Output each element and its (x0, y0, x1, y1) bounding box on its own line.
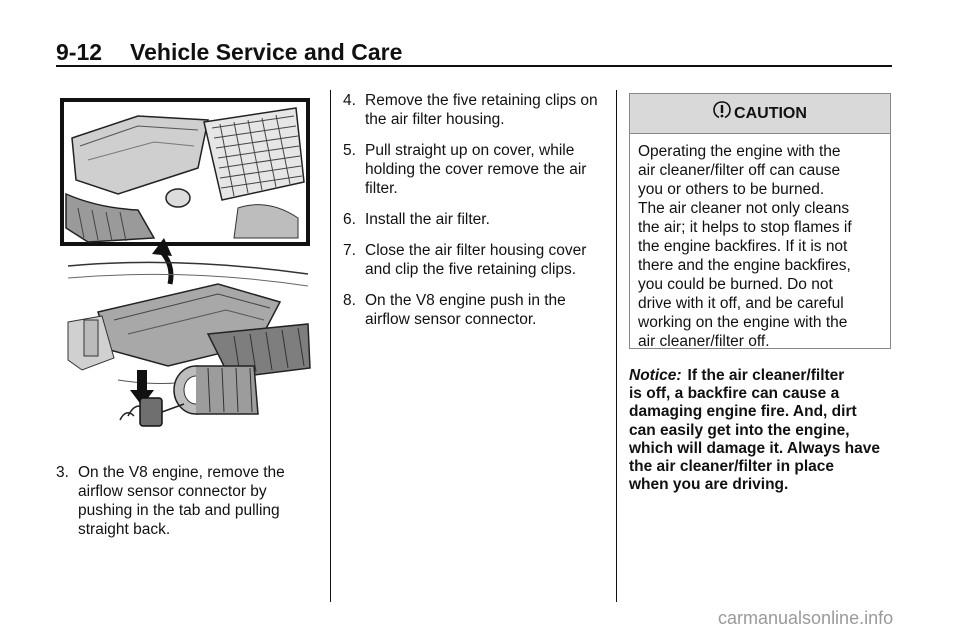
step-number: 7. (343, 242, 356, 259)
step-number: 6. (343, 211, 356, 228)
notice-line (629, 367, 899, 385)
caution-text (630, 134, 890, 351)
caution-line: Operating the engine with the (638, 143, 841, 160)
notice-line: the air cleaner/filter in place (629, 458, 835, 476)
step-item (343, 141, 605, 198)
caution-icon (713, 100, 731, 122)
caution-line: working on the engine with the (638, 314, 848, 331)
notice-line: can easily get into the engine, (629, 421, 850, 439)
step-number: 5. (343, 142, 356, 159)
step-number: 8. (343, 292, 356, 309)
caution-line: the engine backfires. If it is not (638, 238, 848, 255)
notice-line: which will damage it. Always have (629, 439, 880, 457)
step-item (56, 463, 322, 539)
caution-line: you or others to be burned. (638, 181, 825, 198)
caution-box (629, 93, 891, 349)
step-item (343, 291, 605, 329)
notice-line: damaging engine fire. And, dirt (629, 403, 857, 421)
steps-column-2 (343, 91, 605, 341)
caution-line: drive with it off, and be careful (638, 295, 844, 312)
column-divider-1 (330, 90, 331, 602)
notice-block (629, 367, 899, 494)
caution-line: The air cleaner not only cleans (638, 200, 850, 217)
caution-header (630, 94, 890, 134)
section-title: Vehicle Service and Care (130, 39, 403, 65)
step-number: 3. (56, 464, 69, 481)
step-item (343, 210, 605, 229)
step-text: On the V8 engine, remove the airflow sensor connector by pushing in the tab and pulling straight back. (78, 464, 285, 538)
step-text: Install the air filter. (365, 211, 490, 228)
step-text: Close the air filter housing cover and clip the five retaining clips. (365, 242, 587, 278)
step-text: Pull straight up on cover, while holding the cover remove the air filter. (365, 142, 587, 197)
step-item (343, 91, 605, 129)
step-item (343, 241, 605, 279)
steps-column-1 (56, 463, 322, 551)
caution-line: air cleaner/filter off can cause (638, 162, 841, 179)
caution-title: CAUTION (734, 104, 807, 122)
notice-line-text: If the air cleaner/filter (687, 367, 845, 384)
caution-line: air cleaner/filter off. (638, 333, 770, 350)
step-number: 4. (343, 92, 356, 109)
notice-line: when you are driving. (629, 476, 789, 494)
airflow-sensor-connector (120, 398, 162, 426)
air-filter-illustration (58, 98, 312, 444)
notice-label: Notice: (629, 367, 682, 384)
header-rule (56, 65, 892, 67)
page-number: 9-12 (56, 39, 103, 65)
airflow-sensor-tube (162, 366, 258, 414)
notice-line: is off, a backfire can cause a (629, 385, 840, 403)
engine-bay (68, 262, 310, 383)
page-header (56, 38, 892, 66)
column-divider-2 (616, 90, 617, 602)
caution-line: there and the engine backfires, (638, 257, 851, 274)
caution-line: the air; it helps to stop flames if (638, 219, 852, 236)
step-text: Remove the five retaining clips on the air filter housing. (365, 92, 598, 128)
engine-illustration (58, 98, 312, 444)
step-text: On the V8 engine push in the airflow sensor connector. (365, 292, 566, 328)
oil-cap (166, 189, 190, 207)
caution-line: you could be burned. Do not (638, 276, 833, 293)
watermark: carmanualsonline.info (718, 608, 894, 628)
